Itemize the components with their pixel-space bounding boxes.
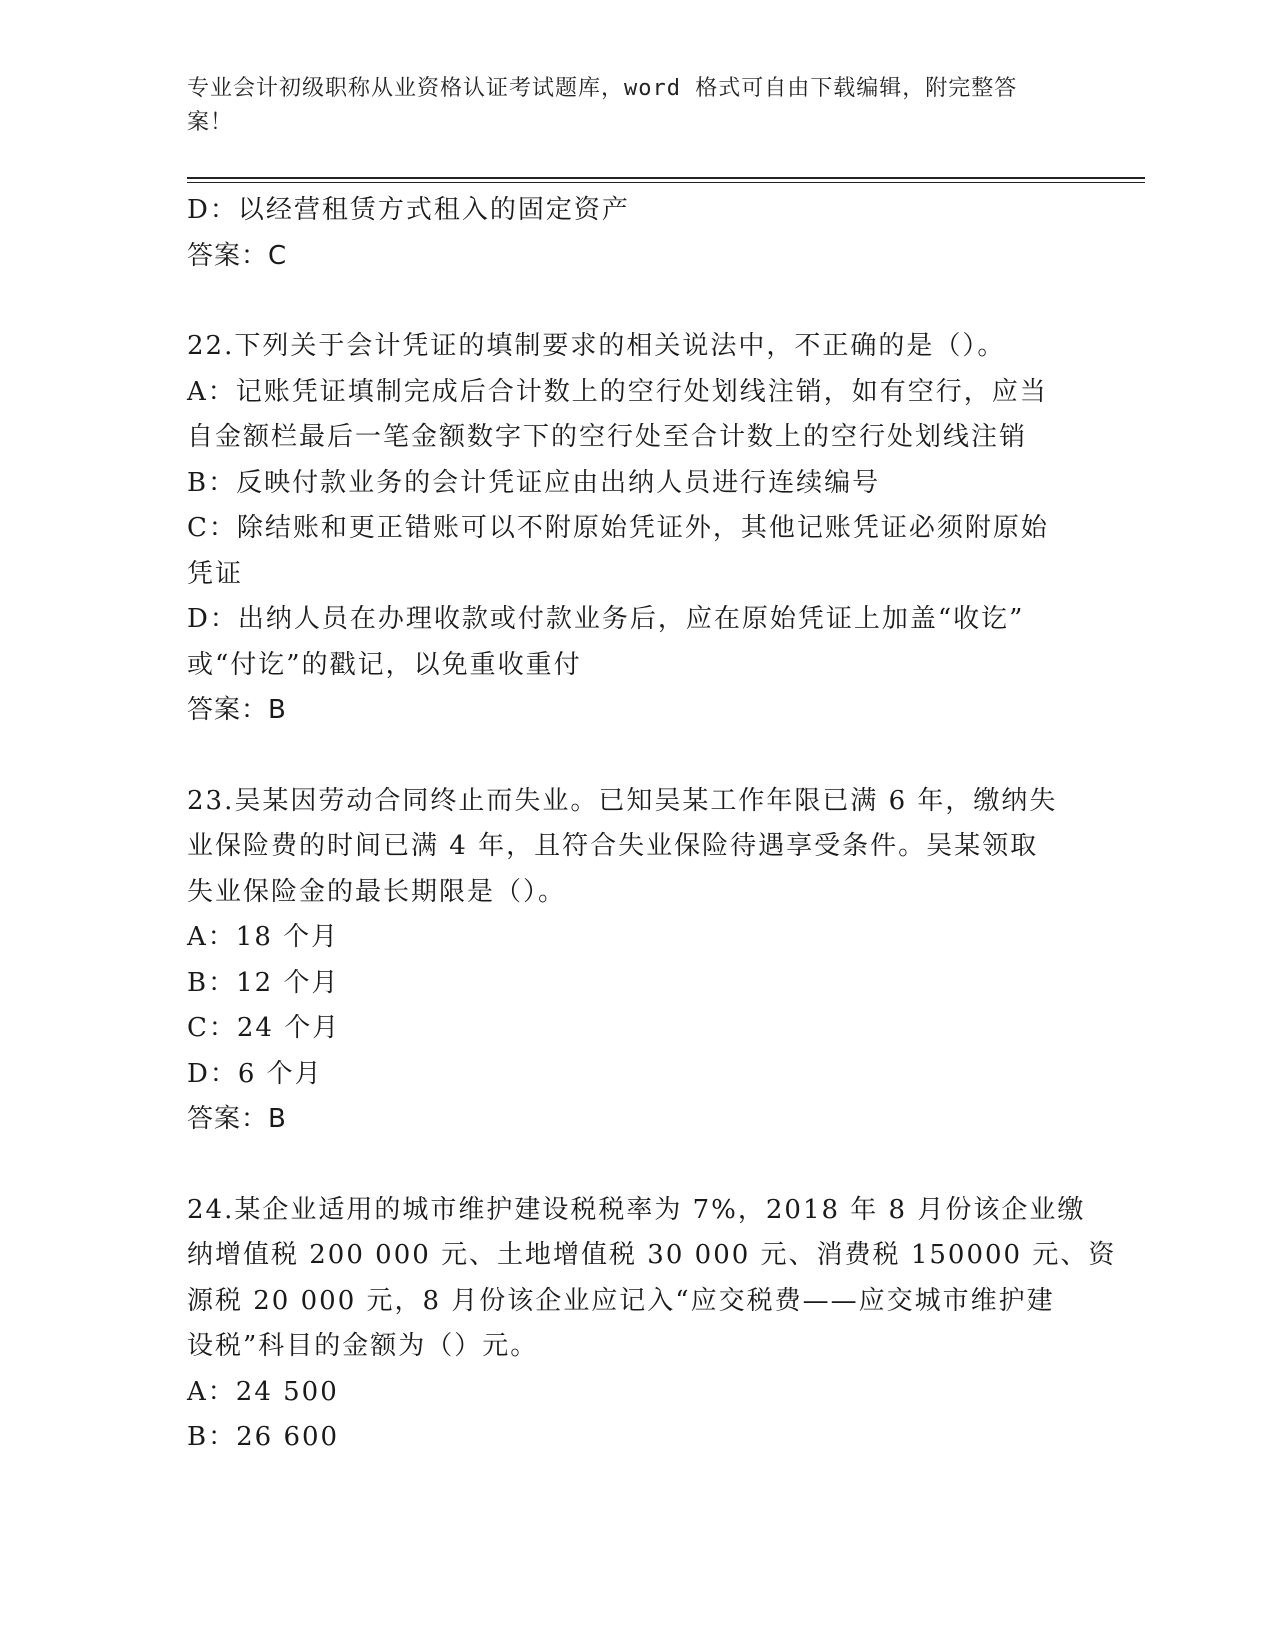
option-a-line-2: 自金额栏最后一笔金额数字下的空行处至合计数上的空行处划线注销 bbox=[187, 422, 1028, 452]
option-c: C：24 个月 bbox=[187, 1013, 341, 1043]
option-d-line-1: D：出纳人员在办理收款或付款业务后，应在原始凭证上加盖“收讫” bbox=[187, 604, 1025, 634]
question-stem-line-1: 23.吴某因劳动合同终止而失业。已知吴某工作年限已满 6 年，缴纳失 bbox=[187, 785, 1058, 816]
header-line-2: 案！ bbox=[187, 110, 234, 135]
option-a: A：18 个月 bbox=[187, 922, 340, 952]
option-a: A：24 500 bbox=[187, 1376, 339, 1407]
question-23 bbox=[187, 779, 1087, 1143]
spacer bbox=[187, 1143, 1087, 1188]
question-content bbox=[187, 188, 1117, 1461]
page-header bbox=[187, 72, 1087, 140]
option-d-line-2: 或“付讫”的戳记，以免重收重付 bbox=[187, 649, 582, 680]
option-d: D：6 个月 bbox=[187, 1058, 323, 1089]
question-stem-line-2: 业保险费的时间已满 4 年，且符合失业保险待遇享受条件。吴某领取 bbox=[187, 831, 1039, 861]
question-stem-line-4: 设税”科目的金额为（）元。 bbox=[187, 1331, 539, 1361]
answer: 答案：C bbox=[187, 240, 288, 271]
question-stem-line-3: 失业保险金的最长期限是（）。 bbox=[187, 876, 567, 907]
question-stem-line-2: 纳增值税 200 000 元、土地增值税 30 000 元、消费税 150000 元、资 bbox=[187, 1240, 1117, 1270]
option-c-line-2: 凭证 bbox=[187, 558, 244, 589]
spacer bbox=[187, 279, 1087, 324]
question-stem: 22.下列关于会计凭证的填制要求的相关说法中，不正确的是（）。 bbox=[187, 331, 1006, 361]
question-stem-line-3: 源税 20 000 元，8 月份该企业应记入“应交税费——应交城市维护建 bbox=[187, 1285, 1055, 1316]
answer: 答案：B bbox=[187, 695, 287, 725]
header-divider-thin bbox=[187, 182, 1145, 183]
option-b: B：反映付款业务的会计凭证应由出纳人员进行连续编号 bbox=[187, 467, 881, 498]
option-a-line-1: A：记账凭证填制完成后合计数上的空行处划线注销，如有空行，应当 bbox=[187, 376, 1048, 407]
option-c-line-1: C：除结账和更正错账可以不附原始凭证外，其他记账凭证必须附原始 bbox=[187, 513, 1049, 543]
question-21 bbox=[187, 188, 1087, 279]
header-line-1: 专业会计初级职称从业资格认证考试题库，word 格式可自由下载编辑，附完整答 bbox=[187, 76, 1018, 101]
question-stem-line-1: 24.某企业适用的城市维护建设税税率为 7%，2018 年 8 月份该企业缴 bbox=[187, 1194, 1086, 1225]
spacer bbox=[187, 734, 1087, 779]
answer: 答案：B bbox=[187, 1104, 287, 1134]
option-b: B：26 600 bbox=[187, 1422, 340, 1452]
option-b: B：12 个月 bbox=[187, 967, 340, 998]
question-22 bbox=[187, 324, 1087, 734]
option-d: D：以经营租赁方式租入的固定资产 bbox=[187, 195, 630, 225]
header-divider-thick bbox=[187, 177, 1145, 179]
question-24 bbox=[187, 1188, 1117, 1461]
